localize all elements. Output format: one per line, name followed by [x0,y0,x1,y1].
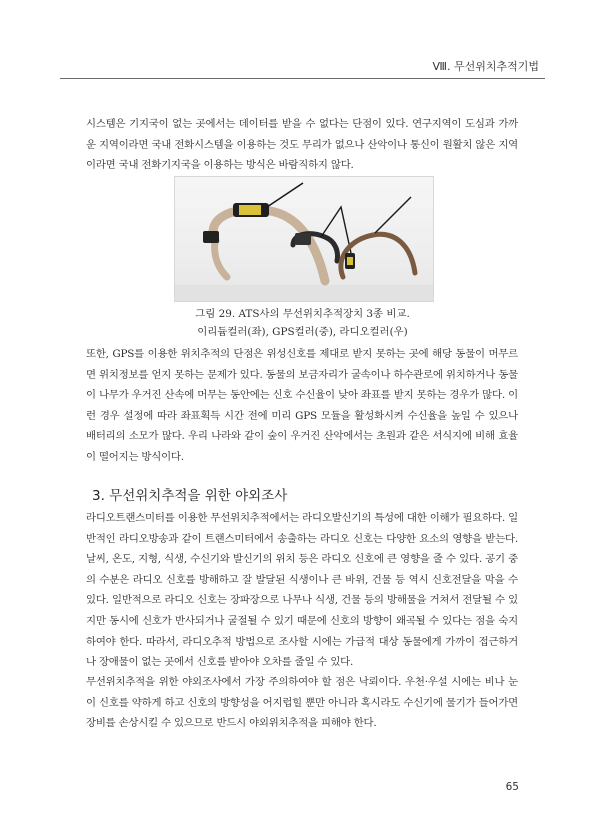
iridium-collar [213,209,325,281]
section-paragraph-1: 라디오트랜스미터를 이용한 무선위치추적에서는 라디오발신기의 특성에 대한 이해가 필요하다. 일반적인 라디오방송과 같이 트랜스미터에서 송출하는 라디오 신호는 다양한 요소의 영향을 받는다. 날씨, 온도, 지형, 식생, 수신기와 발신기의 위치 등은 라디오 신호에 큰 영향을 줄 수 있다. 공기 중의 수분은 라디오 신호를 방해하고 잘 발달된 식생이나 큰 바위, 건물 등 역시 신호전달을 막을 수 있다. 일반적으로 라디오 신호는 장파장으로 나무나 식생, 건물 등의 방해물을 거쳐서 전달될 수 있지만 동시에 신호가 반사되거나 굴절될 수 있기 때문에 신호의 방향이 왜곡될 수 있다는 점을 숙지하여야 한다. 따라서, 라디오추적 방법으로 조사할 시에는 가급적 대상 동물에게 가까이 접근하거나 장애물이 없는 곳에서 신호를 받아야 오차를 줄일 수 있다. [86,512,518,669]
figure-caption-line1: 그림 29. ATS사의 무선위치추적장치 3종 비교. [195,308,410,320]
collars-illustration [175,177,433,301]
page-number: 65 [505,781,519,793]
chapter-title: Ⅷ. 무선위치추적기법 [432,60,539,73]
intro-paragraph: 시스템은 기지국이 없는 곳에서는 데이터를 받을 수 없다는 단점이 있다. 연구지역이 도심과 가까운 지역이라면 국내 전화시스템을 이용하는 것도 무리가 없으나 산악이나 통신이 원활치 않은 지역이라면 국내 전화기지국을 이용하는 방식은 바람직하지 않다. [86,118,518,172]
running-header [60,56,545,79]
section-heading: 3. 무선위치추적을 위한 야외조사 [92,488,288,504]
section-paragraph-2: 무선위치추적을 위한 야외조사에서 가장 주의하여야 할 점은 낙뢰이다. 우천·우설 시에는 비나 눈이 신호를 약하게 하고 신호의 방향성을 어지럽힐 뿐만 아니라 혹시라도 수신기에 물기가 들어가면 장비를 손상시킬 수 있으므로 반드시 야외위치추적을 피해야 한다. [86,676,518,730]
collars-photo [174,176,434,302]
figure-caption-line2: 이리듐컬러(좌), GPS컬러(중), 라디오컬러(우) [197,326,408,338]
gps-paragraph: 또한, GPS를 이용한 위치추적의 단점은 위성신호를 제대로 받지 못하는 곳에 해당 동물이 머무르면 위치정보를 얻지 못하는 문제가 있다. 동물의 보금자리가 굴속이나 하수관로에 위치하거나 동물이 나무가 우거진 산속에 머무는 동안에는 신호 수신율이 낮아 좌표를 받지 못하는 경우가 많다. 이런 경우 설정에 따라 좌표획득 시간 전에 미리 GPS 모듈을 활성화시켜 수신율을 높일 수 있으나 배터리의 소모가 많다. 우리 나라와 같이 숲이 우거진 산악에서는 초원과 같은 서식지에 비해 효율이 떨어지는 방식이다. [86,348,518,463]
